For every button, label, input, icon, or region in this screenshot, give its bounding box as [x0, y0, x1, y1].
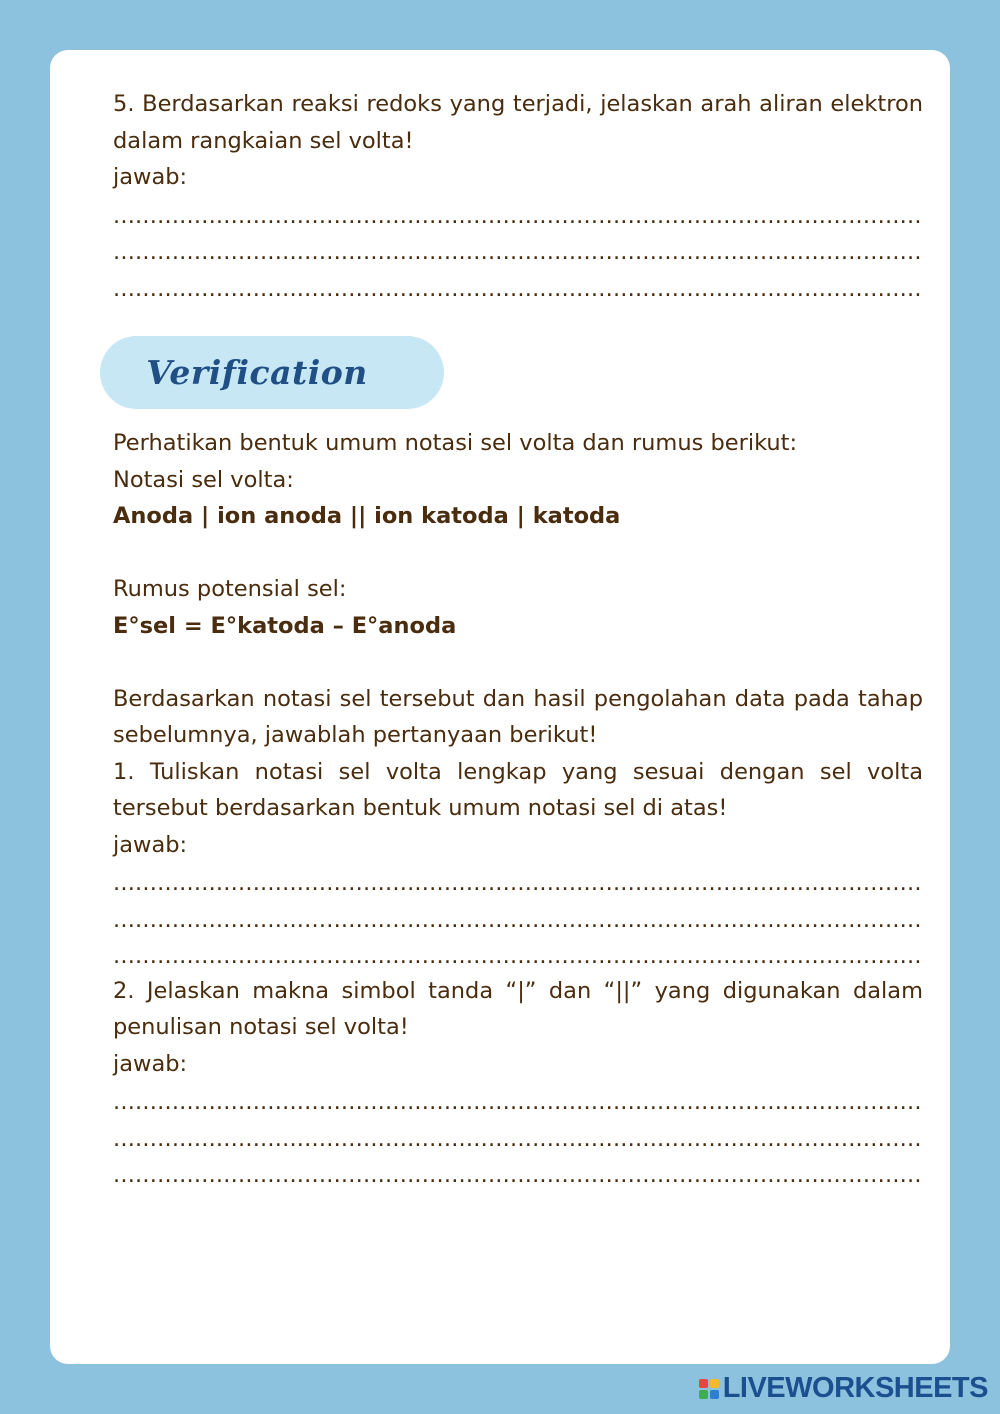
answer-line[interactable]	[113, 269, 923, 306]
spacer	[113, 644, 923, 681]
instruction-text: Berdasarkan notasi sel tersebut dan hasil pengolahan data pada tahap sebelumnya, jawablah pertanyaan berikut!	[113, 685, 923, 748]
intro-line-1: Perhatikan bentuk umum notasi sel volta dan rumus berikut:	[113, 430, 798, 456]
answer-line[interactable]	[113, 863, 923, 900]
answer-line[interactable]	[113, 900, 923, 937]
answer-line[interactable]	[113, 1155, 923, 1192]
answer-label: jawab:	[113, 164, 188, 190]
worksheet-content	[113, 86, 923, 1192]
answer-line[interactable]	[113, 196, 923, 233]
answer-label: jawab:	[113, 1050, 188, 1077]
answer-label: jawab:	[113, 831, 188, 858]
question-1-text: 1. Tuliskan notasi sel volta lengkap yang sesuai dengan sel volta tersebut berdasarkan bentuk umum notasi sel di atas!	[113, 758, 923, 821]
answer-line[interactable]	[113, 1082, 923, 1119]
liveworksheets-logo	[699, 1372, 988, 1405]
cell-notation: Anoda | ion anoda || ion katoda | katoda	[113, 503, 621, 529]
formula-label: Rumus potensial sel:	[113, 576, 347, 602]
logo-text: LIVEWORKSHEETS	[722, 1372, 988, 1404]
section-title-pill	[100, 336, 444, 409]
worksheet-card	[50, 50, 950, 1364]
answer-line[interactable]	[113, 936, 923, 973]
question-5-text: 5. Berdasarkan reaksi redoks yang terjadi, jelaskan arah aliran elektron dalam rangkaian sel volta!	[113, 91, 923, 154]
cell-potential-formula: E°sel = E°katoda – E°anoda	[113, 612, 457, 639]
answer-line[interactable]	[113, 232, 923, 269]
section-title: Verification	[146, 353, 368, 392]
spacer	[113, 535, 923, 572]
question-2-text: 2. Jelaskan makna simbol tanda “|” dan “||” yang digunakan dalam penulisan notasi sel volta!	[113, 977, 923, 1040]
answer-line[interactable]	[113, 1119, 923, 1156]
intro-line-2: Notasi sel volta:	[113, 466, 294, 493]
logo-mark-icon	[699, 1379, 719, 1399]
